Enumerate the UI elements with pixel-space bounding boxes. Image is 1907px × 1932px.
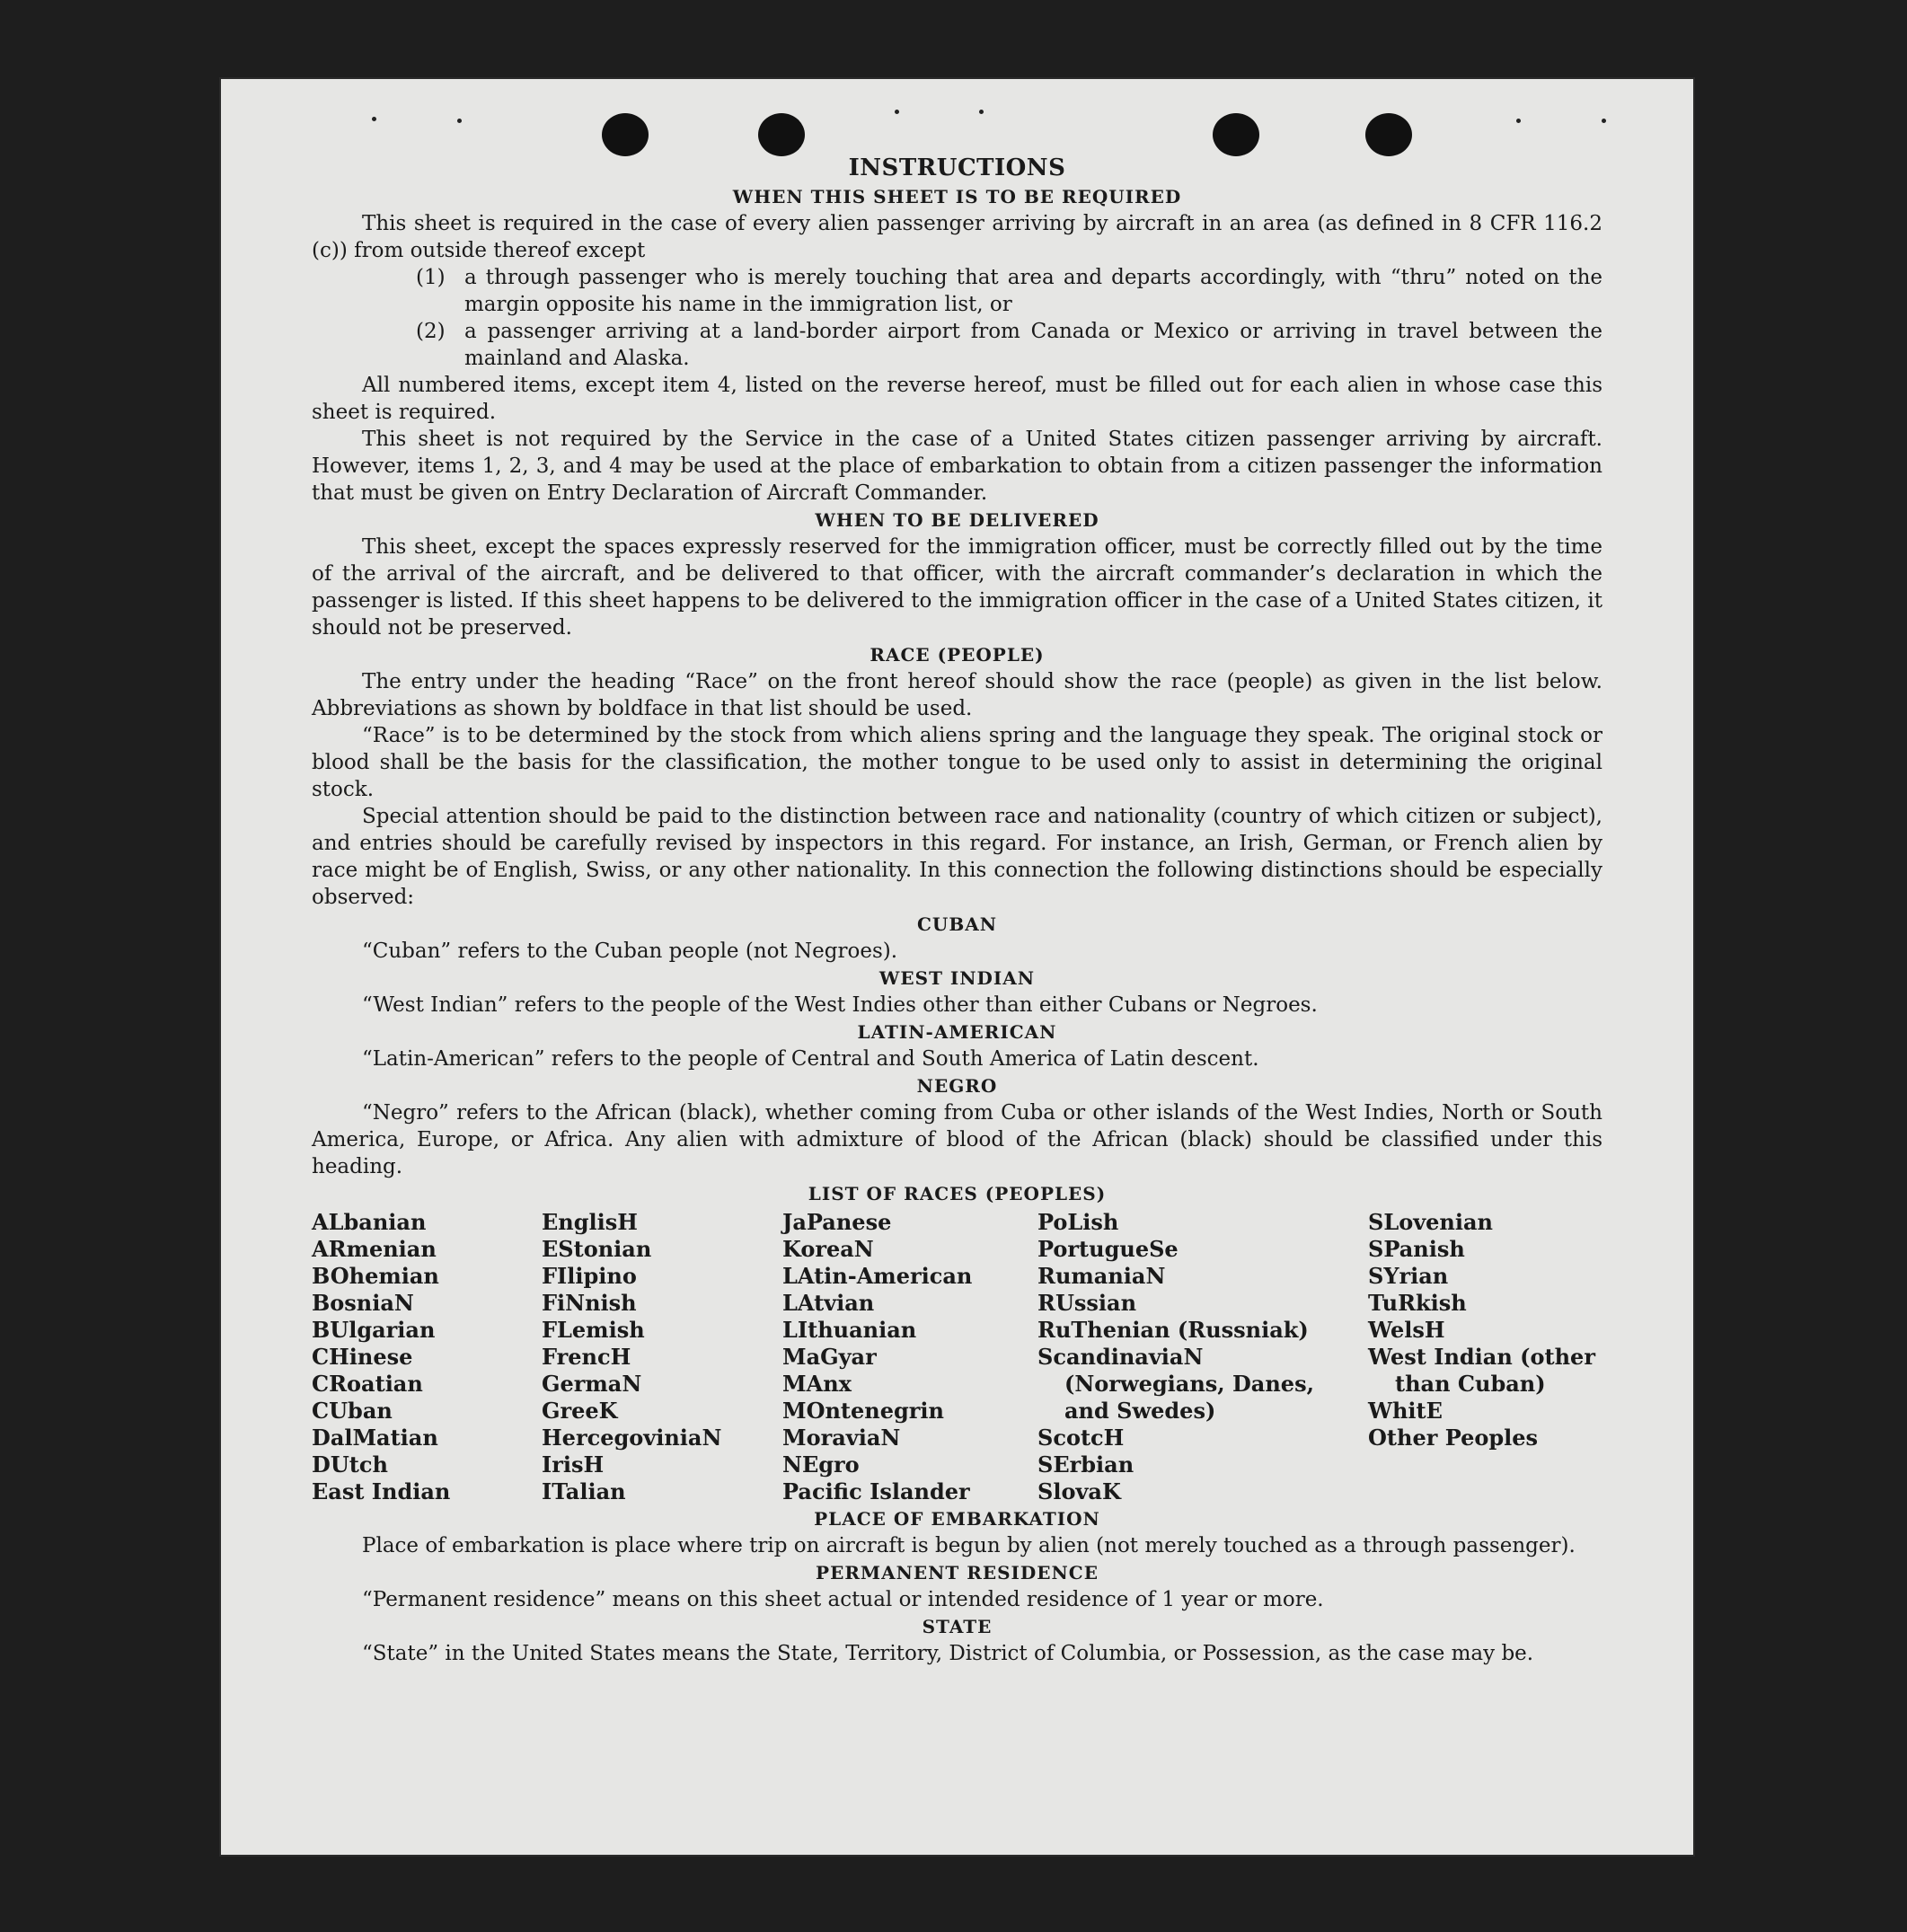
race-entry: CUban (312, 1398, 393, 1424)
section-heading: PLACE OF EMBARKATION (814, 1508, 1100, 1530)
paragraph: “West Indian” refers to the people of the West Indies other than either Cubans or Negroes. (362, 993, 1318, 1017)
races-column (1037, 1209, 1368, 1505)
instructions-content (312, 153, 1602, 1667)
race-entry: SPanish (1368, 1236, 1465, 1262)
race-entry: WelsH (1368, 1317, 1445, 1343)
paragraph: “Cuban” refers to the Cuban people (not Negroes). (362, 940, 898, 963)
punch-hole (602, 113, 649, 156)
section-heading: CUBAN (916, 913, 998, 935)
race-entry: MoraviaN (782, 1425, 901, 1451)
item-text: a passenger arriving at a land-border airport from Canada or Mexico or arriving in travel between the mainland and Alaska. (464, 320, 1602, 370)
race-entry: LAtin-American (782, 1263, 973, 1289)
race-entry: ARmenian (312, 1236, 437, 1262)
race-entry: GreeK (542, 1398, 618, 1424)
race-entry: RUssian (1037, 1290, 1137, 1316)
paragraph: The entry under the heading “Race” on the front hereof should show the race (people) as given in the list below. Abbreviations as shown by boldface in that list should be used. (312, 670, 1602, 720)
section-heading: NEGRO (916, 1075, 998, 1097)
races-column (312, 1209, 542, 1505)
races-column (1368, 1209, 1602, 1505)
item-number: (2) (416, 320, 446, 343)
race-entry: PortugueSe (1037, 1236, 1179, 1262)
race-entry: BUlgarian (312, 1317, 436, 1343)
race-entry: SLovenian (1368, 1209, 1493, 1235)
section-heading: WEST INDIAN (878, 967, 1036, 989)
race-entry: SYrian (1368, 1263, 1449, 1289)
race-entry: CRoatian (312, 1371, 423, 1397)
paragraph: Place of embarkation is place where trip on aircraft is begun by alien (not merely touched as a through passenger). (362, 1534, 1576, 1557)
race-entry: Other Peoples (1368, 1425, 1539, 1451)
item-number: (1) (416, 266, 446, 289)
race-entry: FLemish (542, 1317, 645, 1343)
race-entry: MOntenegrin (782, 1398, 944, 1424)
race-entry: KoreaN (782, 1236, 874, 1262)
document-sheet (219, 77, 1695, 1857)
punch-hole (1365, 113, 1412, 156)
paragraph: “Negro” refers to the African (black), whether coming from Cuba or other islands of the West Indies, North or South America, Europe, or Africa. Any alien with admixture of blood of the African (black) should be classified under this heading. (312, 1101, 1602, 1178)
race-entry: East Indian (312, 1478, 451, 1504)
race-entry: NEgro (782, 1451, 860, 1478)
section-heading: LATIN-AMERICAN (857, 1021, 1057, 1043)
paragraph: “State” in the United States means the State, Territory, District of Columbia, or Possession, as the case may be. (362, 1642, 1534, 1665)
race-entry: Pacific Islander (782, 1478, 970, 1504)
paragraph: Special attention should be paid to the distinction between race and nationality (country of which citizen or subject), and entries should be carefully revised by inspectors in this regard. For instance, an Irish, German, or French alien by race might be of English, Swiss, or any other nationality. In this connection the following distinctions should be especially observed: (312, 805, 1602, 909)
race-entry: JaPanese (782, 1209, 892, 1235)
paragraph: “Latin-American” refers to the people of Central and South America of Latin descent. (362, 1047, 1259, 1071)
races-column (782, 1209, 1037, 1505)
race-entry: TuRkish (1368, 1290, 1467, 1316)
race-entry: ScandinaviaN (Norwegians, Danes, and Swedes) (1037, 1344, 1314, 1424)
section-heading: PERMANENT RESIDENCE (816, 1562, 1099, 1584)
race-entry: BOhemian (312, 1263, 439, 1289)
race-entry: SErbian (1037, 1451, 1134, 1478)
race-entry: DalMatian (312, 1425, 438, 1451)
race-entry: FrencH (542, 1344, 631, 1370)
section-heading: WHEN TO BE DELIVERED (815, 509, 1099, 531)
section-heading: RACE (PEOPLE) (870, 644, 1045, 666)
races-column (542, 1209, 782, 1505)
section-heading: WHEN THIS SHEET IS TO BE REQUIRED (732, 186, 1182, 207)
race-entry: CHinese (312, 1344, 413, 1370)
race-entry: ALbanian (312, 1209, 427, 1235)
race-entry: MaGyar (782, 1344, 877, 1370)
race-entry: EnglisH (542, 1209, 638, 1235)
race-entry: RumaniaN (1037, 1263, 1166, 1289)
page-title: INSTRUCTIONS (848, 154, 1066, 181)
race-entry: WhitE (1368, 1398, 1443, 1424)
section-heading: STATE (922, 1616, 993, 1637)
race-entry: PoLish (1037, 1209, 1119, 1235)
race-entry: FiNnish (542, 1290, 637, 1316)
race-entry: LIthuanian (782, 1317, 917, 1343)
paragraph: This sheet is required in the case of every alien passenger arriving by aircraft in an area (as defined in 8 CFR 116.2 (c)) from outside thereof except (312, 212, 1602, 262)
race-entry: BosniaN (312, 1290, 414, 1316)
paragraph: This sheet is not required by the Service in the case of a United States citizen passenger arriving by aircraft. However, items 1, 2, 3, and 4 may be used at the place of embarkation to obtain from a citizen passenger the information that must be given on Entry Declaration of Aircraft Commander. (312, 428, 1602, 505)
paragraph: All numbered items, except item 4, listed on the reverse hereof, must be filled out for each alien in whose case this sheet is required. (312, 374, 1602, 424)
race-entry: EStonian (542, 1236, 652, 1262)
races-list (312, 1209, 1602, 1505)
race-entry: ScotcH (1037, 1425, 1125, 1451)
race-entry: ITalian (542, 1478, 626, 1504)
punch-hole (758, 113, 805, 156)
paragraph: “Race” is to be determined by the stock from which aliens spring and the language they speak. The original stock or blood shall be the basis for the classification, the mother tongue to be used only to assist in determining the original stock. (312, 724, 1602, 801)
punch-hole (1213, 113, 1259, 156)
race-entry: GermaN (542, 1371, 642, 1397)
race-entry: West Indian (other than Cuban) (1368, 1344, 1595, 1397)
race-entry: FIlipino (542, 1263, 637, 1289)
race-entry: SlovaK (1037, 1478, 1121, 1504)
race-entry: MAnx (782, 1371, 852, 1397)
race-entry: HercegoviniaN (542, 1425, 722, 1451)
item-text: a through passenger who is merely touching that area and departs accordingly, with “thru” noted on the margin opposite his name in the immigration list, or (464, 266, 1602, 316)
race-entry: RuThenian (Russniak) (1037, 1317, 1309, 1343)
race-entry: LAtvian (782, 1290, 875, 1316)
list-item (416, 264, 1602, 318)
race-entry: DUtch (312, 1451, 388, 1478)
section-heading: LIST OF RACES (PEOPLES) (808, 1183, 1107, 1204)
race-entry: IrisH (542, 1451, 605, 1478)
list-item (416, 318, 1602, 372)
paragraph: “Permanent residence” means on this sheet actual or intended residence of 1 year or more. (362, 1588, 1324, 1611)
paragraph: This sheet, except the spaces expressly reserved for the immigration officer, must be correctly filled out by the time of the arrival of the aircraft, and be delivered to that officer, with the aircraft commander’s declaration in which the passenger is listed. If this sheet happens to be delivered to the immigration officer in the case of a United States citizen, it should not be preserved. (312, 535, 1602, 640)
